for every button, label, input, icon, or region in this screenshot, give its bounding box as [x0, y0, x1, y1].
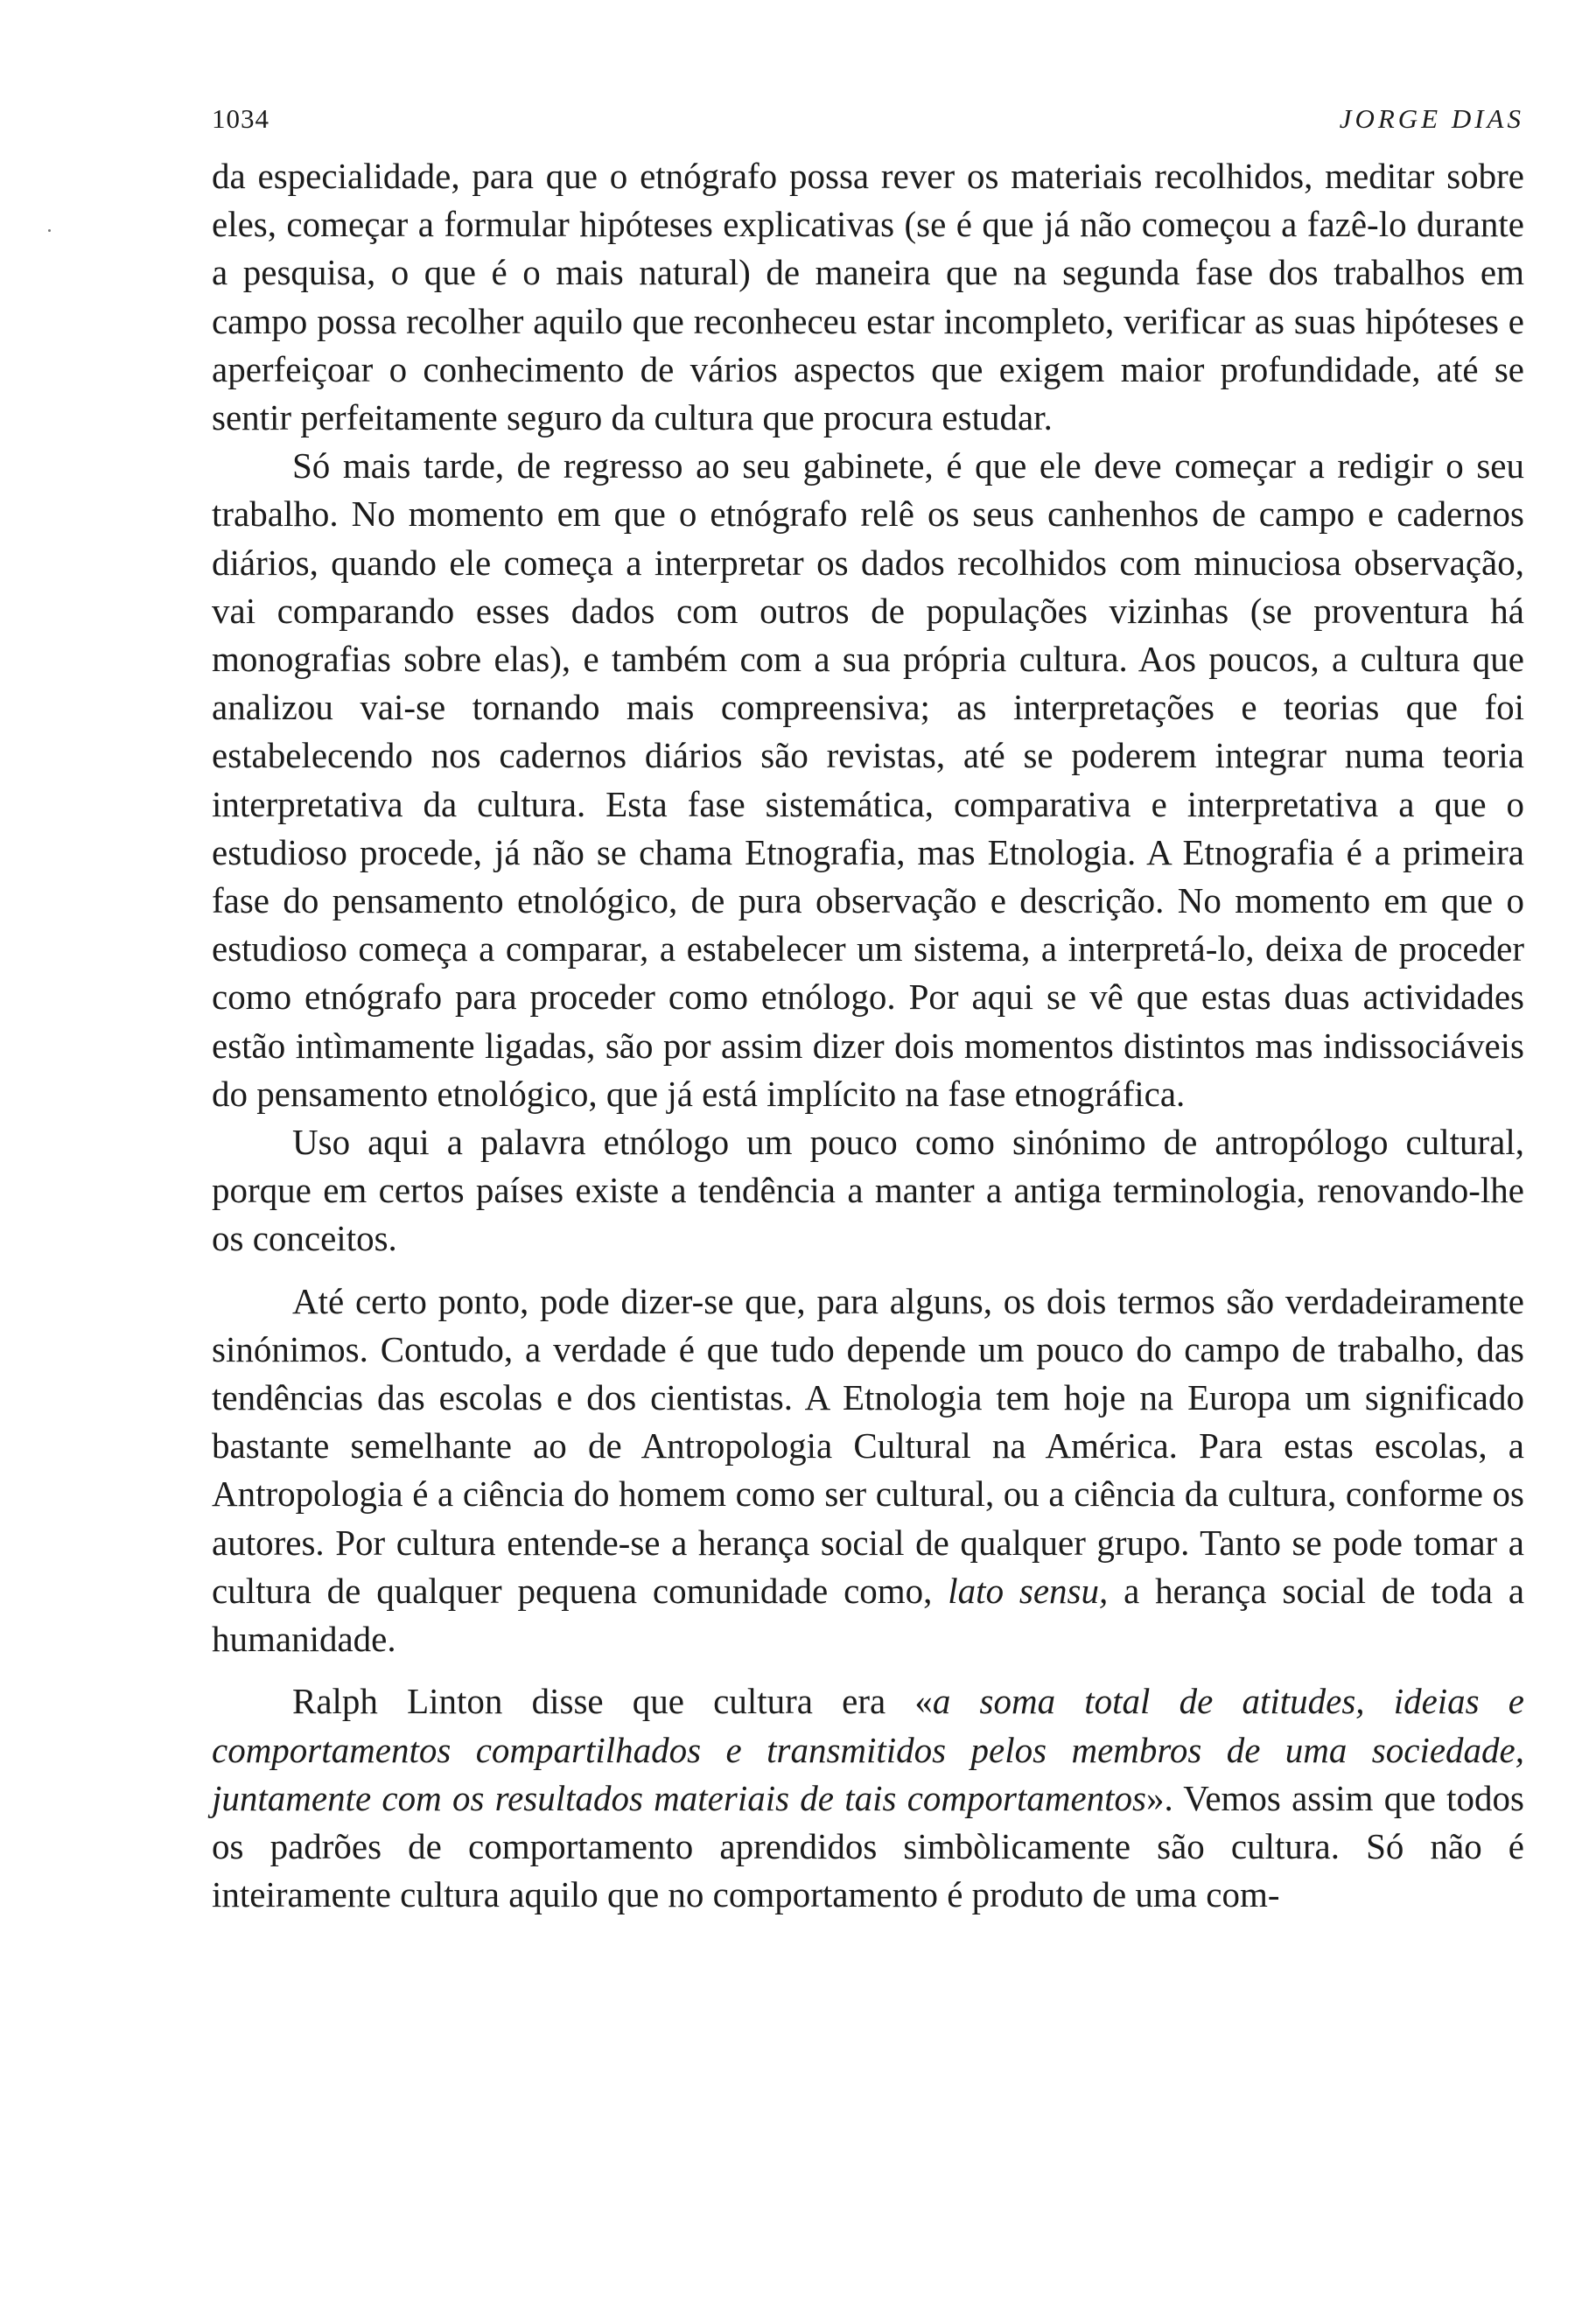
- scan-speck: [48, 229, 51, 232]
- paragraph-4-italic: lato sensu,: [948, 1570, 1109, 1611]
- paragraph-3-text: Uso aqui a palavra etnólogo um pouco como sinónimo de antropólogo cultural, porque em certos países existe a tendência a manter a antiga terminologia, renovando-lhe os conceitos.: [212, 1122, 1524, 1259]
- paragraph-5: [212, 1677, 1524, 1919]
- paragraph-5-text-after: ». Vemos assim que todos os padrões de comportamento aprendidos simbòlicamente são cultura. Só não é inteiramente cultura aquilo que no comportamento é produto de uma com-: [212, 1777, 1524, 1915]
- book-page: [212, 103, 1524, 1919]
- paragraph-4-text-after: a herança social de toda a humanidade.: [212, 1570, 1525, 1660]
- paragraph-1: [212, 152, 1524, 442]
- paragraph-2: [212, 442, 1524, 1118]
- paragraph-2-text: Só mais tarde, de regresso ao seu gabinete, é que ele deve começar a redigir o seu trabalho. No momento em que o etnógrafo relê os seus canhenhos de campo e cadernos diários, quando ele começa a interpretar os dados recolhidos com minuciosa observação, vai comparando esses dados com outros de populações vizinhas (se proventura há monografias sobre elas), e também com a sua própria cultura. Aos poucos, a cultura que analizou vai-se tornando mais compreensiva; as interpretações e teorias que foi estabelecendo nos cadernos diários são revistas, até se poderem integrar numa teoria interpretativa da cultura. Esta fase sistemática, comparativa e interpretativa a que o estudioso procede, já não se chama Etnografia, mas Etnologia. A Etnografia é a primeira fase do pensamento etnológico, de pura observação e descrição. No momento em que o estudioso começa a comparar, a estabelecer um sistema, a interpretá-lo, deixa de proceder como etnógrafo para proceder como etnólogo. Por aqui se vê que estas duas actividades estão intìmamente ligadas, são por assim dizer dois momentos distintos mas indissociáveis do pensamento etnológico, que já está implícito na fase etnográfica.: [212, 445, 1524, 1114]
- running-head: JORGE DIAS: [1339, 103, 1524, 134]
- page-number: 1034: [212, 103, 270, 134]
- paragraph-5-text: Ralph Linton disse que cultura era «: [292, 1681, 933, 1722]
- page-header: [212, 103, 1524, 135]
- paragraph-3: [212, 1118, 1524, 1264]
- paragraph-1-text: da especialidade, para que o etnógrafo possa rever os materiais recolhidos, meditar sobre eles, começar a formular hipóteses explicativas (se é que já não começou a fazê-lo durante a pesquisa, o que é o mais natural) de maneira que na segunda fase dos trabalhos em campo possa recolher aquilo que reconheceu estar incompleto, verificar as suas hipóteses e aperfeiçoar o conhecimento de vários aspectos que exigem maior profundidade, até se sentir perfeitamente seguro da cultura que procura estudar.: [212, 156, 1524, 438]
- paragraph-4: [212, 1278, 1524, 1664]
- paragraph-4-text: Até certo ponto, pode dizer-se que, para alguns, os dois termos são verdadeiramente sinónimos. Contudo, a verdade é que tudo depende um pouco do campo de trabalho, das tendências das escolas e dos cientistas. A Etnologia tem hoje na Europa um significado bastante semelhante ao de Antropologia Cultural na América. Para estas escolas, a Antropologia é a ciência do homem como ser cultural, ou a ciência da cultura, conforme os autores. Por cultura entende-se a herança social de qualquer grupo. Tanto se pode tomar a cultura de qualquer pequena comunidade como,: [212, 1280, 1524, 1611]
- paragraph-5-italic: a soma total de atitudes, ideias e comportamentos compartilhados e transmitidos pelos membros de uma sociedade, juntamente com os resultados materiais de tais comportamentos: [212, 1681, 1524, 1818]
